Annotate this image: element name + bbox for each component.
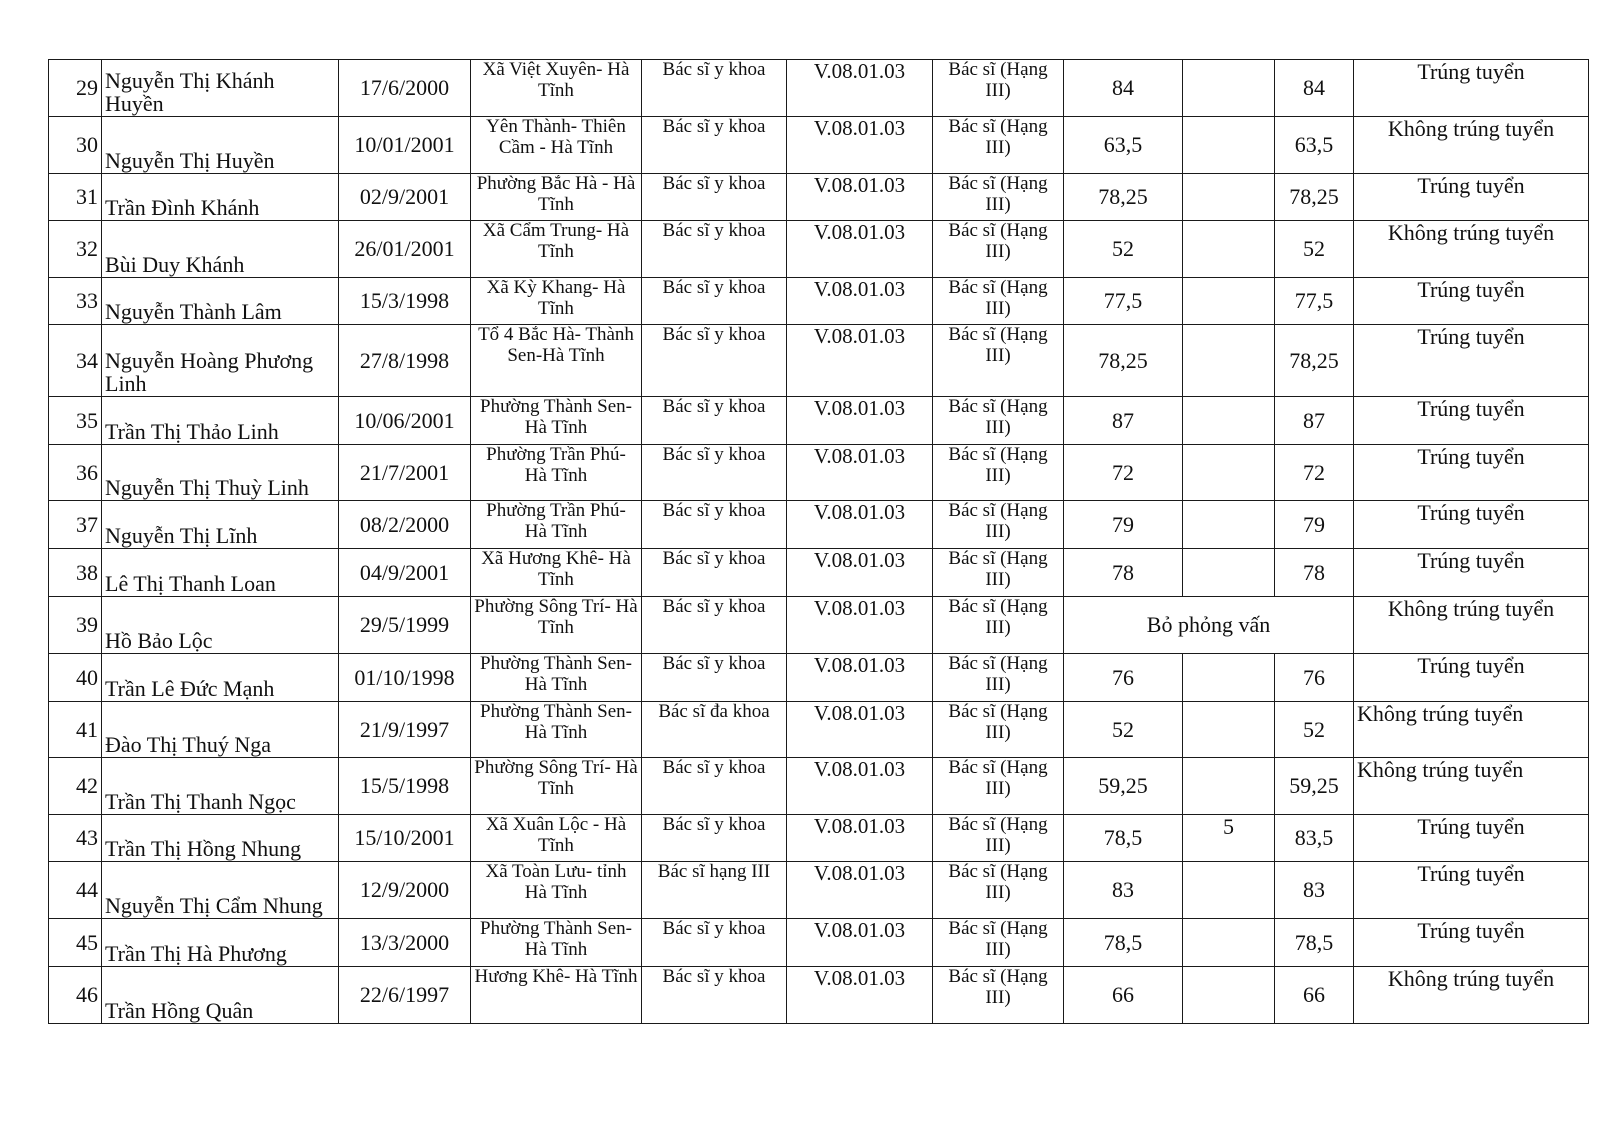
position-code: V.08.01.03 <box>787 919 933 967</box>
position-code: V.08.01.03 <box>787 654 933 702</box>
total-score: 78,25 <box>1275 325 1354 397</box>
table-body <box>49 60 1589 1024</box>
interview-score: 52 <box>1064 221 1183 278</box>
position-code: V.08.01.03 <box>787 815 933 862</box>
birth-date: 22/6/1997 <box>339 967 471 1024</box>
total-score: 52 <box>1275 702 1354 758</box>
position-code: V.08.01.03 <box>787 702 933 758</box>
major: Bác sĩ y khoa <box>642 397 787 445</box>
priority-score <box>1183 862 1275 919</box>
address: Xã Xuân Lộc - Hà Tĩnh <box>471 815 642 862</box>
position-code: V.08.01.03 <box>787 862 933 919</box>
address: Phường Sông Trí- Hà Tĩnh <box>471 597 642 654</box>
row-number: 30 <box>49 117 102 174</box>
address: Phường Sông Trí- Hà Tĩnh <box>471 758 642 815</box>
interview-score: 83 <box>1064 862 1183 919</box>
birth-date: 17/6/2000 <box>339 60 471 117</box>
priority-score <box>1183 758 1275 815</box>
major: Bác sĩ y khoa <box>642 967 787 1024</box>
position-title: Bác sĩ (Hạng III) <box>933 654 1064 702</box>
position-title: Bác sĩ (Hạng III) <box>933 60 1064 117</box>
table-row <box>49 397 1589 445</box>
row-number: 42 <box>49 758 102 815</box>
result: Trúng tuyển <box>1354 501 1589 549</box>
table-row <box>49 702 1589 758</box>
interview-score: 78,5 <box>1064 815 1183 862</box>
interview-score: 52 <box>1064 702 1183 758</box>
priority-score <box>1183 278 1275 325</box>
address: Xã Hương Khê- Hà Tĩnh <box>471 549 642 597</box>
candidate-name: Nguyễn Thị Cẩm Nhung <box>102 862 339 919</box>
row-number: 33 <box>49 278 102 325</box>
major: Bác sĩ y khoa <box>642 758 787 815</box>
major: Bác sĩ đa khoa <box>642 702 787 758</box>
total-score: 63,5 <box>1275 117 1354 174</box>
major: Bác sĩ y khoa <box>642 278 787 325</box>
interview-score: 77,5 <box>1064 278 1183 325</box>
address: Phường Trần Phú- Hà Tĩnh <box>471 445 642 501</box>
table-row <box>49 815 1589 862</box>
birth-date: 08/2/2000 <box>339 501 471 549</box>
position-title: Bác sĩ (Hạng III) <box>933 325 1064 397</box>
major: Bác sĩ y khoa <box>642 117 787 174</box>
row-number: 37 <box>49 501 102 549</box>
interview-score: 66 <box>1064 967 1183 1024</box>
address: Phường Thành Sen- Hà Tĩnh <box>471 919 642 967</box>
total-score: 59,25 <box>1275 758 1354 815</box>
major: Bác sĩ y khoa <box>642 597 787 654</box>
table-row <box>49 967 1589 1024</box>
position-code: V.08.01.03 <box>787 597 933 654</box>
position-title: Bác sĩ (Hạng III) <box>933 445 1064 501</box>
candidate-name: Trần Hồng Quân <box>102 967 339 1024</box>
address: Phường Trần Phú- Hà Tĩnh <box>471 501 642 549</box>
result: Không trúng tuyển <box>1354 702 1589 758</box>
interview-score: 59,25 <box>1064 758 1183 815</box>
row-number: 45 <box>49 919 102 967</box>
position-code: V.08.01.03 <box>787 549 933 597</box>
total-score: 78,25 <box>1275 174 1354 221</box>
birth-date: 12/9/2000 <box>339 862 471 919</box>
position-title: Bác sĩ (Hạng III) <box>933 702 1064 758</box>
interview-score: 78,25 <box>1064 174 1183 221</box>
birth-date: 21/7/2001 <box>339 445 471 501</box>
address: Phường Bắc Hà - Hà Tĩnh <box>471 174 642 221</box>
position-title: Bác sĩ (Hạng III) <box>933 758 1064 815</box>
position-title: Bác sĩ (Hạng III) <box>933 278 1064 325</box>
candidate-name: Trần Lê Đức Mạnh <box>102 654 339 702</box>
position-title: Bác sĩ (Hạng III) <box>933 919 1064 967</box>
priority-score <box>1183 174 1275 221</box>
result: Trúng tuyển <box>1354 174 1589 221</box>
total-score: 79 <box>1275 501 1354 549</box>
total-score: 84 <box>1275 60 1354 117</box>
candidate-name: Trần Thị Thanh Ngọc <box>102 758 339 815</box>
birth-date: 02/9/2001 <box>339 174 471 221</box>
major: Bác sĩ y khoa <box>642 501 787 549</box>
priority-score <box>1183 117 1275 174</box>
row-number: 36 <box>49 445 102 501</box>
birth-date: 29/5/1999 <box>339 597 471 654</box>
position-title: Bác sĩ (Hạng III) <box>933 174 1064 221</box>
position-title: Bác sĩ (Hạng III) <box>933 397 1064 445</box>
major: Bác sĩ y khoa <box>642 60 787 117</box>
interview-score: 63,5 <box>1064 117 1183 174</box>
candidate-name: Nguyễn Thị Khánh Huyền <box>102 60 339 117</box>
table-row <box>49 221 1589 278</box>
total-score: 78,5 <box>1275 919 1354 967</box>
address: Xã Việt Xuyên- Hà Tĩnh <box>471 60 642 117</box>
table-row <box>49 325 1589 397</box>
total-score: 72 <box>1275 445 1354 501</box>
result: Trúng tuyển <box>1354 654 1589 702</box>
table-row <box>49 758 1589 815</box>
result: Không trúng tuyển <box>1354 221 1589 278</box>
birth-date: 26/01/2001 <box>339 221 471 278</box>
priority-score <box>1183 549 1275 597</box>
position-title: Bác sĩ (Hạng III) <box>933 967 1064 1024</box>
result: Trúng tuyển <box>1354 919 1589 967</box>
major: Bác sĩ y khoa <box>642 549 787 597</box>
priority-score <box>1183 967 1275 1024</box>
address: Phường Thành Sen- Hà Tĩnh <box>471 654 642 702</box>
interview-score: 76 <box>1064 654 1183 702</box>
candidate-name: Trần Thị Hà Phương <box>102 919 339 967</box>
table-row <box>49 501 1589 549</box>
candidate-name: Nguyễn Thị Huyền <box>102 117 339 174</box>
table-row <box>49 549 1589 597</box>
major: Bác sĩ y khoa <box>642 654 787 702</box>
birth-date: 04/9/2001 <box>339 549 471 597</box>
interview-score: 72 <box>1064 445 1183 501</box>
interview-score: 79 <box>1064 501 1183 549</box>
result: Không trúng tuyển <box>1354 758 1589 815</box>
total-score: 83 <box>1275 862 1354 919</box>
priority-score <box>1183 919 1275 967</box>
candidate-name: Đào Thị Thuý Nga <box>102 702 339 758</box>
row-number: 41 <box>49 702 102 758</box>
total-score: 76 <box>1275 654 1354 702</box>
result: Trúng tuyển <box>1354 815 1589 862</box>
position-code: V.08.01.03 <box>787 325 933 397</box>
table-row <box>49 174 1589 221</box>
candidate-name: Trần Đình Khánh <box>102 174 339 221</box>
candidate-name: Trần Thị Hồng Nhung <box>102 815 339 862</box>
interview-score: 87 <box>1064 397 1183 445</box>
address: Yên Thành- Thiên Cầm - Hà Tĩnh <box>471 117 642 174</box>
position-title: Bác sĩ (Hạng III) <box>933 597 1064 654</box>
candidate-name: Nguyễn Hoàng Phương Linh <box>102 325 339 397</box>
row-number: 38 <box>49 549 102 597</box>
priority-score <box>1183 325 1275 397</box>
birth-date: 15/5/1998 <box>339 758 471 815</box>
address: Phường Thành Sen- Hà Tĩnh <box>471 702 642 758</box>
major: Bác sĩ y khoa <box>642 815 787 862</box>
row-number: 35 <box>49 397 102 445</box>
interview-score: 84 <box>1064 60 1183 117</box>
priority-score <box>1183 654 1275 702</box>
table-row <box>49 654 1589 702</box>
total-score: 78 <box>1275 549 1354 597</box>
interview-score: 78,25 <box>1064 325 1183 397</box>
result: Trúng tuyển <box>1354 60 1589 117</box>
total-score: 66 <box>1275 967 1354 1024</box>
candidate-name: Lê Thị Thanh Loan <box>102 549 339 597</box>
interview-score: 78 <box>1064 549 1183 597</box>
result: Trúng tuyển <box>1354 862 1589 919</box>
row-number: 31 <box>49 174 102 221</box>
birth-date: 27/8/1998 <box>339 325 471 397</box>
priority-score <box>1183 445 1275 501</box>
result: Trúng tuyển <box>1354 325 1589 397</box>
position-code: V.08.01.03 <box>787 117 933 174</box>
position-title: Bác sĩ (Hạng III) <box>933 549 1064 597</box>
row-number: 43 <box>49 815 102 862</box>
result: Trúng tuyển <box>1354 278 1589 325</box>
table-row <box>49 60 1589 117</box>
result: Không trúng tuyển <box>1354 597 1589 654</box>
position-code: V.08.01.03 <box>787 445 933 501</box>
table-row <box>49 278 1589 325</box>
position-code: V.08.01.03 <box>787 967 933 1024</box>
position-code: V.08.01.03 <box>787 221 933 278</box>
position-title: Bác sĩ (Hạng III) <box>933 221 1064 278</box>
priority-score <box>1183 397 1275 445</box>
result: Trúng tuyển <box>1354 549 1589 597</box>
birth-date: 13/3/2000 <box>339 919 471 967</box>
candidate-name: Nguyễn Thành Lâm <box>102 278 339 325</box>
position-code: V.08.01.03 <box>787 397 933 445</box>
result: Trúng tuyển <box>1354 445 1589 501</box>
result: Không trúng tuyển <box>1354 117 1589 174</box>
candidate-name: Hồ Bảo Lộc <box>102 597 339 654</box>
table-row <box>49 597 1589 654</box>
candidate-name: Nguyễn Thị Lĩnh <box>102 501 339 549</box>
table-row <box>49 862 1589 919</box>
results-table <box>48 59 1589 1024</box>
candidate-name: Trần Thị Thảo Linh <box>102 397 339 445</box>
candidate-name: Nguyễn Thị Thuỳ Linh <box>102 445 339 501</box>
position-code: V.08.01.03 <box>787 278 933 325</box>
table-row <box>49 445 1589 501</box>
major: Bác sĩ hạng III <box>642 862 787 919</box>
table-row <box>49 919 1589 967</box>
priority-score <box>1183 702 1275 758</box>
address: Hương Khê- Hà Tĩnh <box>471 967 642 1024</box>
row-number: 40 <box>49 654 102 702</box>
address: Xã Toàn Lưu- tỉnh Hà Tĩnh <box>471 862 642 919</box>
position-code: V.08.01.03 <box>787 758 933 815</box>
position-code: V.08.01.03 <box>787 174 933 221</box>
row-number: 29 <box>49 60 102 117</box>
position-title: Bác sĩ (Hạng III) <box>933 117 1064 174</box>
row-number: 39 <box>49 597 102 654</box>
row-number: 34 <box>49 325 102 397</box>
birth-date: 10/06/2001 <box>339 397 471 445</box>
major: Bác sĩ y khoa <box>642 174 787 221</box>
major: Bác sĩ y khoa <box>642 221 787 278</box>
position-title: Bác sĩ (Hạng III) <box>933 815 1064 862</box>
total-score: 52 <box>1275 221 1354 278</box>
interview-score: 78,5 <box>1064 919 1183 967</box>
major: Bác sĩ y khoa <box>642 445 787 501</box>
total-score: 87 <box>1275 397 1354 445</box>
total-score: 77,5 <box>1275 278 1354 325</box>
candidate-name: Bùi Duy Khánh <box>102 221 339 278</box>
priority-score: 5 <box>1183 815 1275 862</box>
row-number: 46 <box>49 967 102 1024</box>
position-code: V.08.01.03 <box>787 60 933 117</box>
priority-score <box>1183 60 1275 117</box>
result: Không trúng tuyển <box>1354 967 1589 1024</box>
birth-date: 21/9/1997 <box>339 702 471 758</box>
total-score: 83,5 <box>1275 815 1354 862</box>
birth-date: 15/3/1998 <box>339 278 471 325</box>
birth-date: 01/10/1998 <box>339 654 471 702</box>
priority-score <box>1183 501 1275 549</box>
address: Xã Kỳ Khang- Hà Tĩnh <box>471 278 642 325</box>
major: Bác sĩ y khoa <box>642 919 787 967</box>
row-number: 44 <box>49 862 102 919</box>
table-row <box>49 117 1589 174</box>
position-title: Bác sĩ (Hạng III) <box>933 501 1064 549</box>
interview-status: Bỏ phỏng vấn <box>1064 597 1354 654</box>
address: Phường Thành Sen- Hà Tĩnh <box>471 397 642 445</box>
birth-date: 15/10/2001 <box>339 815 471 862</box>
address: Xã Cẩm Trung- Hà Tĩnh <box>471 221 642 278</box>
row-number: 32 <box>49 221 102 278</box>
major: Bác sĩ y khoa <box>642 325 787 397</box>
position-code: V.08.01.03 <box>787 501 933 549</box>
result: Trúng tuyển <box>1354 397 1589 445</box>
birth-date: 10/01/2001 <box>339 117 471 174</box>
position-title: Bác sĩ (Hạng III) <box>933 862 1064 919</box>
address: Tổ 4 Bắc Hà- Thành Sen-Hà Tĩnh <box>471 325 642 397</box>
priority-score <box>1183 221 1275 278</box>
